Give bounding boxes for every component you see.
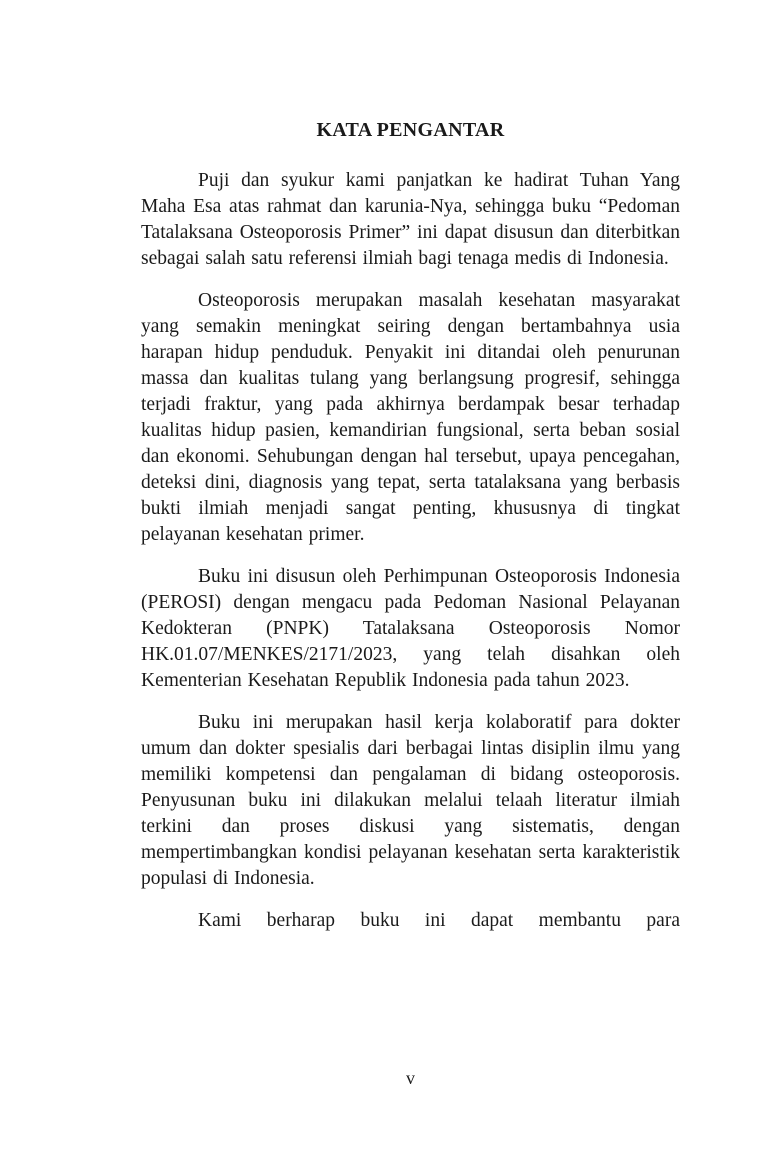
page-number: v — [406, 1068, 415, 1088]
paragraph-5: Kami berharap buku ini dapat membantu para — [198, 910, 680, 931]
body-text — [141, 168, 680, 934]
paragraph-4: Buku ini merupakan hasil kerja kolaboratif para dokter umum dan dokter spesialis dari berbagai lintas disiplin ilmu yang memiliki kompetensi dan pengalaman di bidang osteoporosis. Penyusunan buku ini dilakukan melalui telaah literatur ilmiah terkini dan proses diskusi yang sistematis, dengan mempertimbangkan kondisi pelayanan kesehatan serta karakteristik populasi di Indonesia. — [141, 712, 680, 889]
page-title: KATA PENGANTAR — [316, 119, 505, 141]
paragraph-3: Buku ini disusun oleh Perhimpunan Osteoporosis Indonesia (PEROSI) dengan mengacu pada Pedoman Nasional Pelayanan Kedokteran (PNPK) Tatalaksana Osteoporosis Nomor HK.01.07/MENKES/2171/2023, yang telah disahkan oleh Kementerian Kesehatan Republik Indonesia pada tahun 2023. — [141, 566, 680, 691]
paragraph-2: Osteoporosis merupakan masalah kesehatan masyarakat yang semakin meningkat seiring dengan bertambahnya usia harapan hidup penduduk. Penyakit ini ditandai oleh penurunan massa dan kualitas tulang yang berlangsung progresif, sehingga terjadi fraktur, yang pada akhirnya berdampak besar terhadap kualitas hidup pasien, kemandirian fungsional, serta beban sosial dan ekonomi. Sehubungan dengan hal tersebut, upaya pencegahan, deteksi dini, diagnosis yang tepat, serta tatalaksana yang berbasis bukti ilmiah menjadi sangat penting, khususnya di tingkat pelayanan kesehatan primer. — [141, 290, 680, 545]
paragraph-1: Puji dan syukur kami panjatkan ke hadirat Tuhan Yang Maha Esa atas rahmat dan karunia-Nya, sehingga buku “Pedoman Tatalaksana Osteoporosis Primer” ini dapat disusun dan diterbitkan sebagai salah satu referensi ilmiah bagi tenaga medis di Indonesia. — [141, 170, 680, 269]
